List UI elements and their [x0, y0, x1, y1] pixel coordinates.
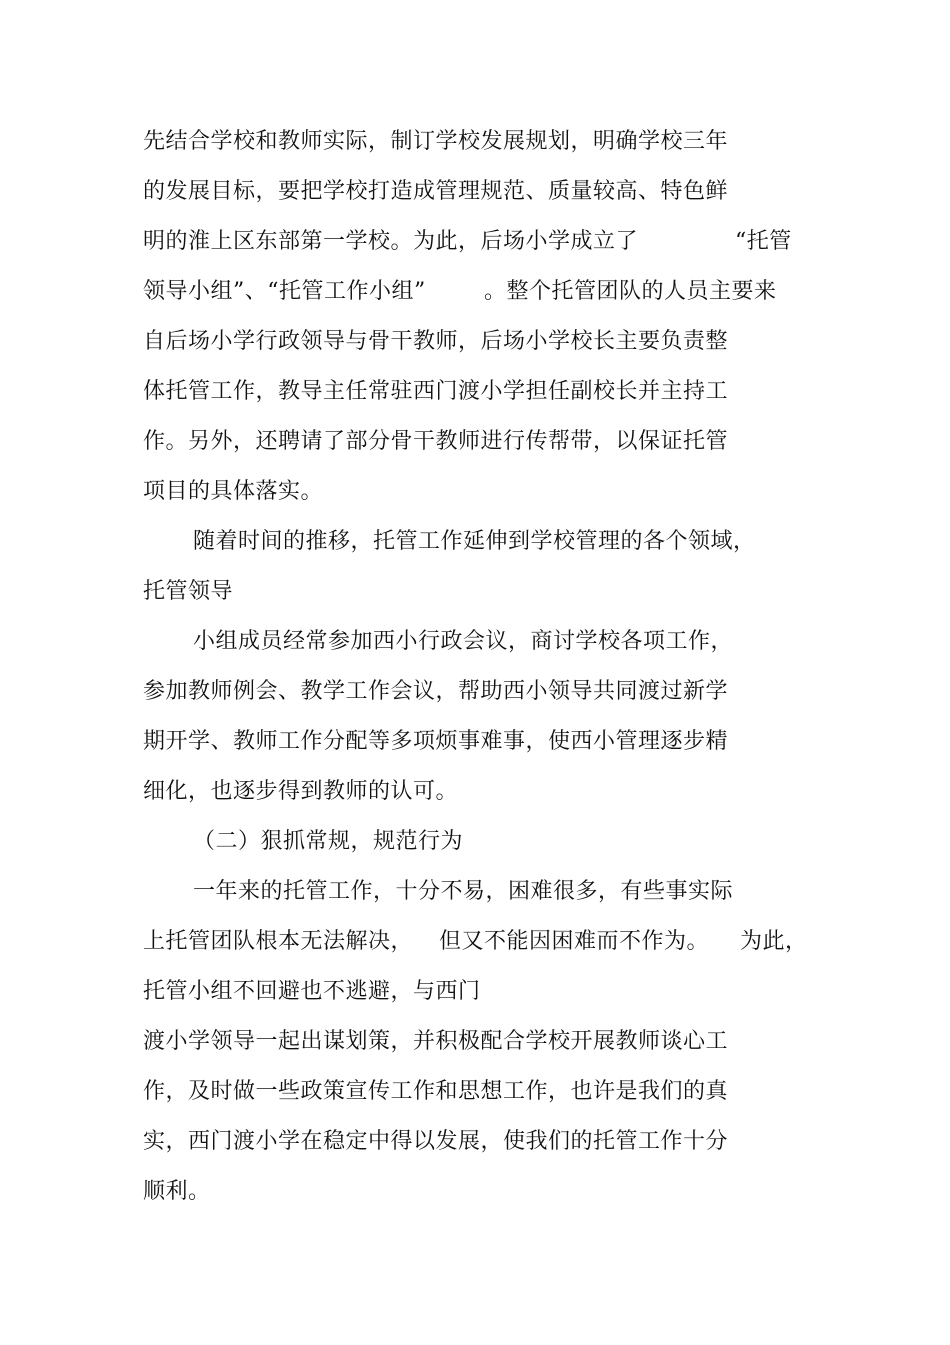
- text-line: 作，及时做一些政策宣传工作和思想工作，也许是我们的真: [143, 1079, 729, 1104]
- text-line: 。整个托管团队的人员主要来: [484, 279, 777, 304]
- text-line: “托管: [735, 229, 792, 254]
- text-line: 期开学、教师工作分配等多项烦事难事，使西小管理逐步精: [143, 729, 729, 754]
- text-line: 领导小组”、“托管工作小组”: [143, 279, 426, 304]
- section-heading: （二）狠抓常规，规范行为: [193, 829, 464, 854]
- text-line: 小组成员经常参加西小行政会议，商讨学校各项工作，: [193, 629, 734, 654]
- text-line: 但又不能因困难而不作为。: [439, 929, 710, 954]
- text-line: 自后场小学行政领导与骨干教师，后场小学校长主要负责整: [143, 329, 729, 354]
- text-line: 先结合学校和教师实际，制订学校发展规划，明确学校三年: [143, 129, 729, 154]
- text-line: 明的淮上区东部第一学校。为此，后场小学成立了: [143, 229, 639, 254]
- text-line: 体托管工作，教导主任常驻西门渡小学担任副校长并主持工: [143, 379, 729, 404]
- text-line: 一年来的托管工作，十分不易，困难很多，有些事实际: [193, 879, 734, 904]
- text-line: 实，西门渡小学在稳定中得以发展，使我们的托管工作十分: [143, 1129, 729, 1154]
- text-line: 渡小学领导一起出谋划策，并积极配合学校开展教师谈心工: [143, 1029, 729, 1054]
- text-line: 项目的具体落实。: [143, 479, 324, 504]
- text-line: 顺利。: [143, 1179, 211, 1204]
- text-line: 作。另外，还聘请了部分骨干教师进行传帮带，以保证托管: [143, 429, 729, 454]
- text-line: 随着时间的推移，托管工作延伸到学校管理的各个领域，: [193, 529, 756, 554]
- text-line: 托管领导: [143, 579, 234, 604]
- text-line: 托管小组不回避也不逃避，与西门: [143, 979, 481, 1004]
- text-line: 的发展目标，要把学校打造成管理规范、质量较高、特色鲜: [143, 179, 729, 204]
- text-line: 参加教师例会、教学工作会议，帮助西小领导共同渡过新学: [143, 679, 729, 704]
- text-line: 细化，也逐步得到教师的认可。: [143, 779, 459, 804]
- text-line: 为此，: [740, 929, 808, 954]
- text-line: 上托管团队根本无法解决，: [143, 929, 414, 954]
